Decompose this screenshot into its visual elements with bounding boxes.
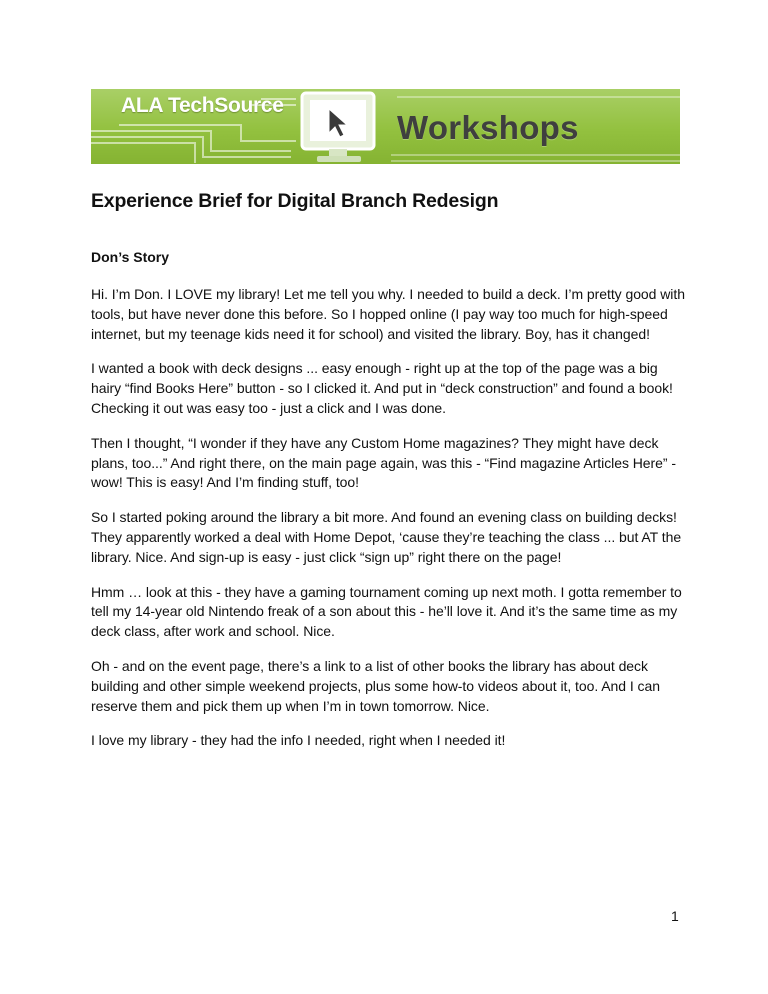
brand-name: ALA TechSource bbox=[121, 94, 284, 117]
ala-techsource-workshops-banner bbox=[91, 89, 680, 164]
workshops-label: Workshops bbox=[397, 109, 579, 146]
section-heading: Don’s Story bbox=[91, 249, 170, 265]
story-paragraph: Oh - and on the event page, there’s a link to a list of other books the library has about deck building and other simple weekend projects, plus some how-to videos about it, too. And I can reserve them and pick them up when I’m in town tomorrow. Nice. bbox=[91, 657, 660, 714]
story-paragraph: Hi. I’m Don. I LOVE my library! Let me tell you why. I needed to build a deck. I’m pretty good with tools, but have never done this before. So I hopped online (I pay way too much for high-speed internet, but my teenage kids need it for school) and visited the library. Boy, has it changed! bbox=[91, 286, 685, 342]
story-paragraph: I wanted a book with deck designs ... easy enough - right up at the top of the page was a big hairy “find Books Here” button - so I clicked it. And put in “deck construction” and found a book! Checking it out was easy too - just a click and I was done. bbox=[91, 360, 673, 416]
story-body bbox=[91, 285, 691, 766]
story-paragraph: So I started poking around the library a bit more. And found an evening class on building decks! They apparently worked a deal with Home Depot, ‘cause they’re teaching the class ... but AT the library. Nice. And sign-up is easy - just click “sign up” right there on the page! bbox=[91, 509, 682, 565]
story-paragraph: I love my library - they had the info I needed, right when I needed it! bbox=[91, 732, 506, 749]
document-title: Experience Brief for Digital Branch Redesign bbox=[91, 190, 499, 212]
page-number: 1 bbox=[671, 908, 679, 924]
story-paragraph: Hmm … look at this - they have a gaming tournament coming up next moth. I gotta remember to tell my 14-year old Nintendo freak of a son about this - he’ll love it. And it’s the same time as my deck class, after work and school. Nice. bbox=[91, 583, 682, 640]
story-paragraph: Then I thought, “I wonder if they have any Custom Home magazines? They might have deck plans, too...” And right there, on the main page again, was this - “Find magazine Articles Here” - wow! This is easy! And I’m finding stuff, too! bbox=[91, 434, 676, 491]
